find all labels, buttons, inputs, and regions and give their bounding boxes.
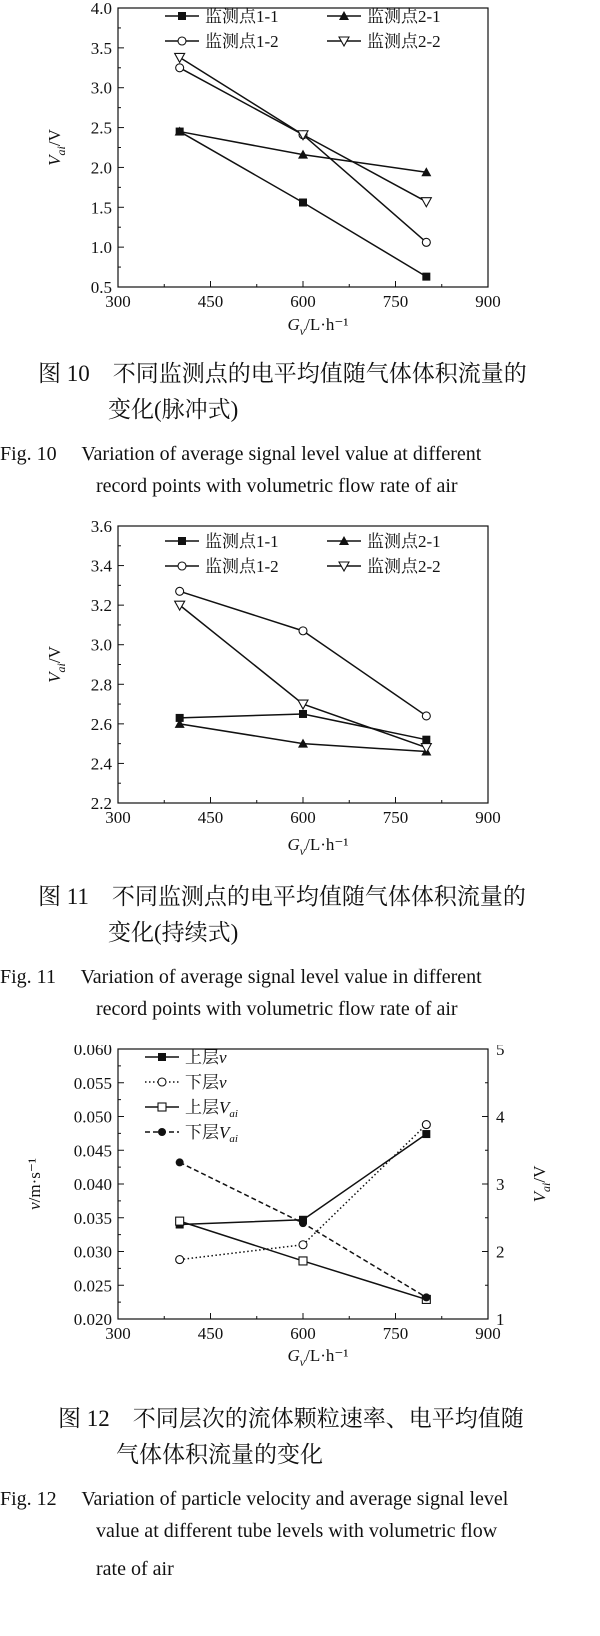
y-right-tick-label: 2 [496,1242,505,1262]
legend-label-2: 监测点1-2 [205,32,279,51]
legend-label-1: 下层v [185,1073,227,1092]
plot-frame [118,1049,488,1319]
x-tick-label: 300 [105,292,131,311]
series-point-0 [422,273,430,281]
legend-marker-2 [178,37,186,45]
series-point-0 [422,1130,430,1138]
y-tick-label: 0.040 [73,1175,112,1194]
series-point-3 [421,198,431,207]
series-point-2 [299,627,307,635]
y-tick-label: 3.6 [90,520,112,536]
legend-1 [165,532,441,576]
series-point-2 [422,712,430,720]
series-point-2 [422,238,430,246]
series-point-1 [176,1256,184,1264]
y-tick-label: 3.2 [90,596,112,616]
legend-marker-3 [158,1128,166,1136]
chart-fig12 [0,1045,600,1390]
y-tick-label: 3.0 [90,78,112,98]
legend-2 [145,1048,238,1145]
series-point-2 [176,64,184,72]
series-line-3 [180,1162,427,1297]
legend-marker-2 [178,562,186,570]
x-tick-label: 600 [290,1324,316,1343]
y-axis-label: v/m·s⁻¹ [25,1158,44,1210]
legend-label-0: 监测点1-1 [205,532,279,551]
caption-fig10-cn-2: 变化(脉冲式) [108,397,239,422]
chart-fig11 [0,520,600,865]
y-right-tick-label: 4 [496,1107,505,1127]
y-tick-label: 3.5 [90,38,112,58]
y-tick-label: 0.020 [73,1310,112,1329]
y-right-tick-label: 3 [496,1175,505,1194]
series-point-3 [422,1293,430,1301]
y-tick-label: 0.035 [73,1208,112,1228]
x-tick-label: 300 [105,1324,131,1343]
x-axis-label: $G_v/L\cdot h^{-1}$ [287,1346,349,1369]
caption-fig11-cn-1: 图 11 不同监测点的电平均值随气体体积流量的 [38,884,526,909]
x-tick-label: 450 [197,808,224,827]
legend-label-0: 上层v [185,1048,227,1067]
caption-fig12-en-2: value at different tube levels with volumetric flow [96,1520,498,1542]
chart-fig10-svg [0,0,600,340]
y-tick-label: 2.0 [90,158,112,178]
caption-fig12-en-1: Fig. 12 Variation of particle velocity and average signal level [0,1488,509,1510]
y-right-tick-label: 5 [496,1045,505,1059]
series-point-0 [299,710,307,718]
x-tick-label: 750 [382,1324,409,1343]
y-tick-label: 3.0 [90,635,112,655]
x-tick-label: 450 [197,1324,224,1343]
y-tick-label: 0.025 [73,1276,112,1296]
caption-fig10-cn-1: 图 10 不同监测点的电平均值随气体体积流量的 [38,361,527,386]
plot-area-0 [45,0,501,338]
legend-label-2: 上层$V_{ai}$ [185,1098,238,1120]
caption-fig12-cn-1: 图 12 不同层次的流体颗粒速率、电平均值随 [58,1406,524,1431]
y-tick-label: 0.055 [73,1073,112,1093]
legend-label-2: 监测点1-2 [205,557,279,576]
legend-label-3: 下层$V_{ai}$ [185,1123,238,1145]
y-tick-label: 0.060 [73,1045,112,1059]
legend-label-0: 监测点1-1 [205,7,279,26]
y-tick-label: 1.5 [90,198,112,218]
legend-label-1: 监测点2-1 [367,532,441,551]
series-point-2 [176,1217,184,1225]
x-tick-label: 900 [475,292,501,311]
legend-marker-0 [178,12,186,20]
legend-label-1: 监测点2-1 [367,7,441,26]
legend-label-3: 监测点2-2 [367,32,441,51]
x-tick-label: 900 [475,1324,501,1343]
chart-fig11-svg [0,520,600,865]
y-tick-label: 0.050 [73,1107,112,1127]
y-tick-label: 2.2 [90,794,112,813]
y-axis-label: $V_{ai}/V$ [45,646,68,683]
y-tick-label: 1.0 [90,238,112,258]
series-point-0 [422,736,430,744]
y-right-axis-label: $V_{ai}/V$ [530,1165,553,1203]
x-tick-label: 600 [290,292,316,311]
y-tick-label: 2.5 [90,118,112,138]
y-tick-label: 2.6 [90,714,112,734]
legend-marker-0 [178,537,186,545]
y-tick-label: 2.4 [90,754,112,774]
series-point-2 [176,587,184,595]
x-axis-label: $G_v/L\cdot h^{-1}$ [287,835,349,858]
y-tick-label: 2.8 [90,675,112,695]
legend-label-3: 监测点2-2 [367,557,441,576]
series-point-1 [299,1241,307,1249]
caption-fig10-en-2: record points with volumetric flow rate of air [96,475,458,497]
y-axis-label: $V_{ai}/V$ [45,129,68,166]
caption-fig10-en-1: Fig. 10 Variation of average signal level value at different [0,443,482,465]
legend-0 [165,7,441,51]
series-point-3 [176,1158,184,1166]
legend-marker-0 [158,1053,166,1061]
legend-marker-2 [158,1103,166,1111]
series-line-3 [180,57,427,201]
y-tick-label: 3.4 [90,556,112,576]
caption-fig11-en-1: Fig. 11 Variation of average signal level value in different [0,966,482,988]
y-tick-label: 0.045 [73,1141,112,1161]
legend-marker-1 [158,1078,166,1086]
x-axis-label: $G_v/L\cdot h^{-1}$ [287,315,349,338]
x-tick-label: 600 [290,808,316,827]
y-tick-label: 4.0 [90,0,112,18]
series-line-2 [180,591,427,716]
plot-area-1 [45,520,501,858]
x-tick-label: 750 [382,292,409,311]
series-point-1 [422,1121,430,1129]
caption-fig12-en-3: rate of air [96,1558,174,1580]
y-tick-label: 0.5 [90,278,112,297]
plot-area-2 [25,1045,553,1369]
series-point-3 [299,1219,307,1227]
x-tick-label: 750 [382,808,409,827]
caption-fig11-en-2: record points with volumetric flow rate of air [96,998,458,1020]
chart-fig10 [0,0,600,340]
x-tick-label: 450 [197,292,224,311]
series-line-1 [180,1125,427,1260]
caption-fig11-cn-2: 变化(持续式) [108,920,239,945]
x-tick-label: 900 [475,808,501,827]
series-point-2 [299,1257,307,1265]
y-right-tick-label: 1 [496,1310,505,1329]
series-point-3 [175,53,185,62]
chart-fig12-svg [0,1045,600,1390]
caption-fig12-cn-2: 气体体积流量的变化 [116,1442,323,1467]
series-point-0 [299,199,307,207]
x-tick-label: 300 [105,808,131,827]
series-line-0 [180,1134,427,1224]
y-tick-label: 0.030 [73,1242,112,1262]
